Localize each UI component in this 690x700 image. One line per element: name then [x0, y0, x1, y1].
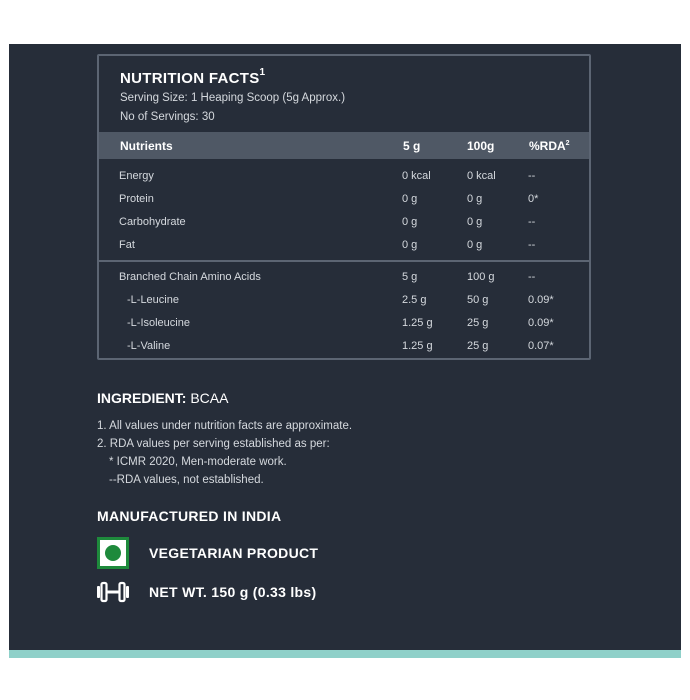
nutrient-serving: 1.25 g [402, 340, 433, 352]
ingredient-label: INGREDIENT: [97, 390, 187, 406]
nutrient-per100: 0 kcal [467, 170, 496, 182]
nutrient-name: -L-Isoleucine [127, 317, 190, 329]
footnote-1: 1. All values under nutrition facts are approximate. [97, 420, 353, 432]
header-per-serving: 5 g [403, 139, 421, 153]
nutrient-per100: 25 g [467, 317, 489, 329]
header-nutrients: Nutrients [120, 139, 173, 153]
nutrient-rda: 0.09* [528, 294, 554, 306]
nutrient-per100: 25 g [467, 340, 489, 352]
table-row [99, 216, 589, 236]
manufactured-in: MANUFACTURED IN INDIA [97, 508, 282, 524]
table-header [99, 132, 589, 159]
nutrient-serving: 0 g [402, 193, 418, 205]
nutrient-per100: 0 g [467, 239, 483, 251]
table-row [99, 294, 589, 314]
footnote-rda: --RDA values, not established. [109, 474, 264, 486]
nutrient-serving: 0 g [402, 239, 418, 251]
table-row [99, 193, 589, 213]
ingredient-value: BCAA [190, 390, 229, 406]
title-footnote-marker: 1 [259, 67, 266, 78]
table-row [99, 317, 589, 337]
vegetarian-label: VEGETARIAN PRODUCT [149, 545, 319, 561]
nutrient-serving: 1.25 g [402, 317, 433, 329]
dumbbell-icon [96, 581, 130, 603]
table-divider [99, 260, 589, 262]
servings-count: No of Servings: 30 [120, 111, 215, 123]
nutrient-rda: 0.09* [528, 317, 554, 329]
vegetarian-icon [97, 537, 129, 569]
table-row [99, 340, 589, 360]
nutrient-serving: 5 g [402, 271, 418, 283]
net-weight: NET WT. 150 g (0.33 lbs) [149, 584, 317, 600]
header-rda [529, 139, 570, 153]
rda-footnote-marker: 2 [565, 140, 570, 147]
accent-band [9, 650, 681, 658]
nutrition-title-text: NUTRITION FACTS [120, 70, 260, 87]
nutrient-name: Carbohydrate [119, 216, 186, 228]
nutrient-rda: -- [528, 216, 536, 228]
nutrient-name: -L-Valine [127, 340, 171, 352]
nutrient-serving: 0 g [402, 216, 418, 228]
serving-size: Serving Size: 1 Heaping Scoop (5g Approx.) [120, 92, 346, 104]
nutrient-per100: 0 g [467, 216, 483, 228]
nutrient-name: Fat [119, 239, 135, 251]
nutrient-name: Protein [119, 193, 154, 205]
nutrient-rda: -- [528, 239, 536, 251]
footnote-2: 2. RDA values per serving established as per: [97, 438, 330, 450]
ingredient-line [97, 390, 228, 406]
nutrition-title [120, 69, 265, 87]
table-row [99, 239, 589, 259]
header-per-100g: 100g [467, 139, 495, 153]
nutrient-per100: 50 g [467, 294, 489, 306]
table-row [99, 170, 589, 190]
nutrient-name: Branched Chain Amino Acids [119, 271, 261, 283]
header-rda-text: %RDA [529, 139, 566, 153]
nutrient-name: -L-Leucine [127, 294, 179, 306]
nutrition-facts-box [97, 54, 591, 360]
nutrient-name: Energy [119, 170, 154, 182]
nutrient-per100: 100 g [467, 271, 495, 283]
footnote-icmr: * ICMR 2020, Men-moderate work. [109, 456, 287, 468]
nutrient-rda: -- [528, 170, 536, 182]
nutrient-per100: 0 g [467, 193, 483, 205]
nutrient-rda: 0* [528, 193, 539, 205]
table-row [99, 271, 589, 291]
nutrient-rda: -- [528, 271, 536, 283]
nutrient-serving: 0 kcal [402, 170, 431, 182]
nutrient-rda: 0.07* [528, 340, 554, 352]
nutrient-serving: 2.5 g [402, 294, 427, 306]
